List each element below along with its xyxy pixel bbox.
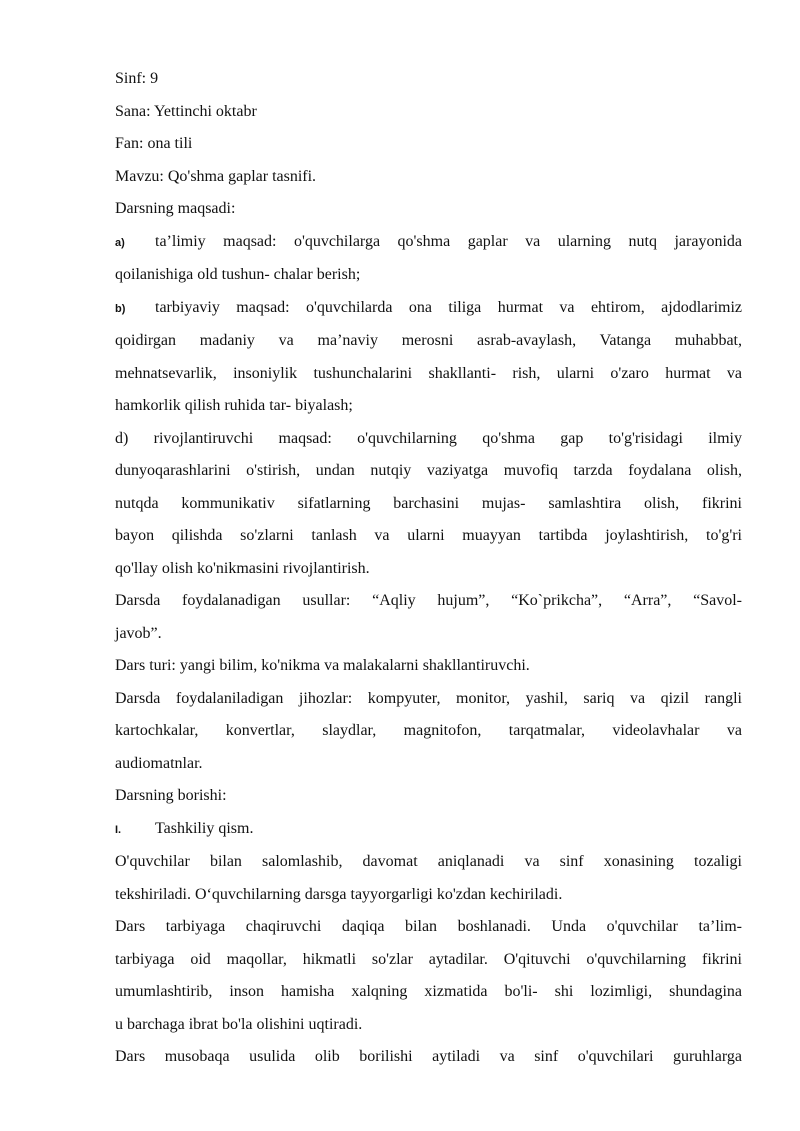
goal-d-text-3: nutqda kommunikativ sifatlarning barchasini mujas- samlashtira olish, fikrini: [115, 494, 742, 512]
section-1-marker: I.: [115, 823, 122, 836]
goal-a-text-2: qoilanishiga old tushun- chalar berish;: [115, 266, 361, 283]
paragraph-3-line-1: Dars musobaqa usulida olib borilishi aytiladi va sinf o'quvchilari guruhlarga: [115, 1048, 742, 1065]
document-page: [115, 63, 742, 1074]
paragraph-2-line-4: u barchaga ibrat bo'la olishini uqtiradi.: [115, 1015, 363, 1033]
equipment-line-1: Darsda foydalaniladigan jihozlar: kompyuter, monitor, yashil, sariq va qizil rangli: [115, 689, 742, 707]
paragraph-2-line-2: tarbiyaga oid maqollar, hikmatli so'zlar aytadilar. O'qituvchi o'quvchilarning fikrini: [115, 950, 742, 968]
goal-b-text-4: hamkorlik qilish ruhida tar- biyalash;: [115, 397, 353, 414]
goal-d-text-5: qo'llay olish ko'nikmasini rivojlantirish.: [115, 559, 370, 577]
goal-b-text-1: tarbiyaviy maqsad: o'quvchilarda ona tiliga hurmat va ehtirom, ajdodlarimiz: [155, 298, 742, 316]
goal-b-line: [115, 292, 742, 326]
methods-line-1: Darsda foydalanadigan usullar: “Aqliy hujum”, “Ko`prikcha”, “Arra”, “Savol-: [115, 592, 742, 609]
lesson-type-line: Dars turi: yangi bilim, ko'nikma va malakalarni shakllantiruvchi.: [115, 657, 530, 674]
paragraph-2-line-1: Dars tarbiyaga chaqiruvchi daqiqa bilan boshlanadi. Unda o'quvchilar ta’lim-: [115, 918, 742, 935]
paragraph-1-line-2: tekshiriladi. O‘quvchilarning darsga tayyorgarligi ko'zdan kechiriladi.: [115, 885, 563, 903]
goal-b-text-3: mehnatsevarlik, insoniylik tushunchalarini shakllanti- rish, ularni o'zaro hurmat va: [115, 364, 742, 382]
paragraph-2-line-3: umumlashtirib, inson hamisha xalqning xizmatida bo'li- shi lozimligi, shundagina: [115, 983, 742, 1000]
goal-d-text-1: d) rivojlantiruvchi maqsad: o'quvchilarning qo'shma gap to'g'risidagi ilmiy: [115, 429, 742, 447]
subject-line: Fan: ona tili: [115, 135, 193, 152]
methods-line-2: javob”.: [115, 624, 162, 642]
grade-line: Sinf: 9: [115, 70, 159, 87]
equipment-line-3: audiomatnlar.: [115, 754, 203, 772]
equipment-line-2: kartochkalar, konvertlar, slaydlar, magnitofon, tarqatmalar, videolavhalar va: [115, 722, 742, 739]
goal-d-text-2: dunyoqarashlarini o'stirish, undan nutqiy vaziyatga muvofiq tarzda foydalana olish,: [115, 462, 742, 479]
goal-a-line: [115, 226, 742, 260]
section-1-line: [115, 813, 742, 847]
goal-b-text-2: qoidirgan madaniy va ma’naviy merosni asrab-avaylash, Vatanga muhabbat,: [115, 332, 742, 349]
date-line: Sana: Yettinchi oktabr: [115, 102, 257, 120]
goal-a-marker: a): [115, 236, 125, 249]
goals-heading: Darsning maqsadi:: [115, 200, 236, 217]
topic-line: Mavzu: Qo'shma gaplar tasnifi.: [115, 167, 317, 185]
paragraph-1-line-1: O'quvchilar bilan salomlashib, davomat aniqlanadi va sinf xonasining tozaligi: [115, 853, 742, 870]
progress-heading: Darsning borishi:: [115, 787, 227, 804]
section-1-title: Tashkiliy qism.: [155, 819, 254, 837]
goal-b-marker: b): [115, 302, 126, 315]
goal-a-text-1: ta’limiy maqsad: o'quvchilarga qo'shma gaplar va ularning nutq jarayonida: [155, 232, 742, 250]
goal-d-text-4: bayon qilishda so'zlarni tanlash va ularni muayyan tartibda joylashtirish, to'g'ri: [115, 527, 742, 544]
